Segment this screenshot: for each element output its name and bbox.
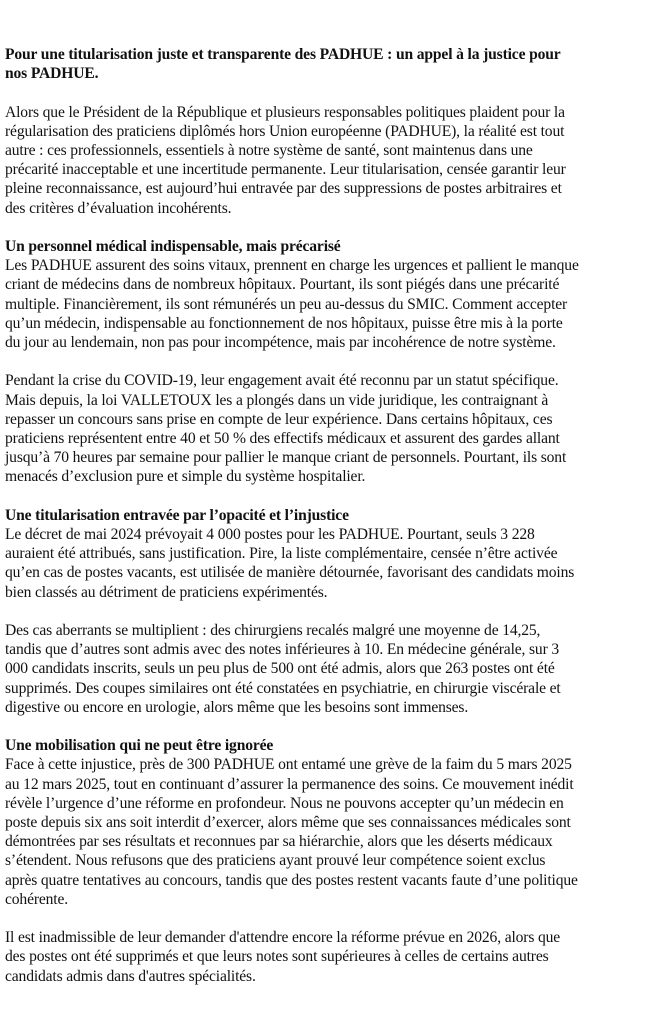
section-heading-mobilisation [5, 736, 655, 755]
section-heading-titularisation [5, 506, 655, 525]
text-line: repasser un concours sans prise en compte de leur expérience. Dans certains hôpitaux, ces [5, 410, 553, 428]
text-line: cohérente. [5, 890, 68, 908]
text-line: Face à cette injustice, près de 300 PADHUE ont entamé une grève de la faim du 5 mars 2025 [5, 756, 572, 774]
text-line: 000 candidats inscrits, seuls un peu plus de 500 ont été admis, alors que 263 postes ont été [5, 660, 555, 678]
text-line: révèle l’urgence d’une réforme en profondeur. Nous ne pouvons accepter qu’un médecin en [5, 794, 564, 812]
section3-paragraph-1 [5, 755, 655, 909]
text-line: criant de médecins dans de nombreux hôpitaux. Pourtant, ils sont piégés dans une précarité [5, 276, 560, 294]
text-line: démontrées par ses résultats et reconnues par sa hiérarchie, alors que les déserts médicaux [5, 833, 553, 851]
text-line: tandis que d’autres sont admis avec des notes inférieures à 10. En médecine générale, sur 3 [5, 641, 560, 659]
text-line: jusqu’à 70 heures par semaine pour pallier le manque criant de personnels. Pourtant, ils sont [5, 449, 567, 467]
paragraph-spacer [5, 352, 655, 371]
text-line: des critères d’évaluation incohérents. [5, 199, 232, 217]
text-line: s’étendent. Nous refusons que des praticiens ayant prouvé leur compétence soient exclus [5, 852, 546, 870]
heading-text: Une titularisation entravée par l’opacité et l’injustice [5, 506, 349, 524]
text-line: au 12 mars 2025, tout en continuant d’assurer la permanence des soins. Ce mouvement inédit [5, 775, 574, 793]
text-line: qu’en cas de postes vacants, est utilisée de manière détournée, favorisant des candidats moins [5, 564, 575, 582]
paragraph-spacer [5, 602, 655, 621]
text-line: précarité inacceptable et une incertitude permanente. Leur titularisation, censée garantir leur [5, 161, 566, 179]
section2-paragraph-1 [5, 525, 655, 602]
text-line: des postes ont été supprimés et que leurs notes sont supérieures à celles de certains autres [5, 948, 549, 966]
paragraph-spacer [5, 717, 655, 736]
section1-paragraph-1 [5, 256, 655, 352]
paragraph-spacer [5, 909, 655, 928]
text-line: Des cas aberrants se multiplient : des chirurgiens recalés malgré une moyenne de 14,25, [5, 622, 541, 640]
text-line: digestive ou encore en urologie, alors même que les besoins sont immenses. [5, 698, 469, 716]
paragraph-spacer [5, 487, 655, 506]
paragraph-spacer [5, 218, 655, 237]
text-line: Les PADHUE assurent des soins vitaux, prennent en charge les urgences et pallient le manque [5, 257, 579, 275]
text-line: Mais depuis, la loi VALLETOUX les a plongés dans un vide juridique, les contraignant à [5, 391, 549, 409]
intro-paragraph [5, 103, 655, 218]
title-line: Pour une titularisation juste et transparente des PADHUE : un appel à la justice pour [5, 46, 561, 63]
section3-paragraph-2 [5, 928, 655, 986]
heading-text: Une mobilisation qui ne peut être ignorée [5, 737, 274, 755]
document-body [5, 45, 655, 986]
section1-paragraph-2 [5, 371, 655, 486]
text-line: Il est inadmissible de leur demander d'attendre encore la réforme prévue en 2026, alors que [5, 929, 561, 947]
text-line: Pendant la crise du COVID-19, leur engagement avait été reconnu par un statut spécifique. [5, 372, 559, 390]
heading-text: Un personnel médical indispensable, mais précarisé [5, 238, 341, 255]
text-line: multiple. Financièrement, ils sont rémunérés un peu au-dessus du SMIC. Comment accepter [5, 295, 568, 313]
text-line: après quatre tentatives au concours, tandis que des postes restent vacants faute d’une politique [5, 871, 578, 889]
text-line: praticiens représentent entre 40 et 50 % des effectifs médicaux et assurent des gardes allant [5, 430, 560, 448]
text-line: Le décret de mai 2024 prévoyait 4 000 postes pour les PADHUE. Pourtant, seuls 3 228 [5, 526, 535, 544]
text-line: du jour au lendemain, non pas pour incompétence, mais par incohérence de notre système. [5, 334, 556, 352]
text-line: pleine reconnaissance, est aujourd’hui entravée par des suppressions de postes arbitraires et [5, 180, 562, 198]
section2-paragraph-2 [5, 621, 655, 717]
text-line: bien classés au détriment de praticiens expérimentés. [5, 583, 328, 601]
text-line: candidats admis dans d'autres spécialités. [5, 967, 256, 985]
text-line: régularisation des praticiens diplômés hors Union européenne (PADHUE), la réalité est tout [5, 122, 565, 140]
text-line: menacés d’exclusion pure et simple du système hospitalier. [5, 468, 366, 486]
title-line: nos PADHUE. [5, 65, 99, 83]
text-line: qu’un médecin, indispensable au fonctionnement de nos hôpitaux, puisse être mis à la porte [5, 314, 563, 332]
text-line: poste depuis six ans soit interdit d’exercer, alors même que ses connaissances médicales sont [5, 814, 571, 832]
text-line: Alors que le Président de la République et plusieurs responsables politiques plaident pour la [5, 103, 565, 121]
paragraph-spacer [5, 83, 655, 102]
document-title [5, 45, 655, 83]
section-heading-personnel [5, 237, 655, 256]
text-line: auraient été attribués, sans justification. Pire, la liste complémentaire, censée n’être activée [5, 545, 558, 563]
text-line: supprimés. Des coupes similaires ont été constatées en psychiatrie, en chirurgie viscérale et [5, 679, 561, 697]
text-line: autre : ces professionnels, essentiels à notre système de santé, sont maintenus dans une [5, 142, 533, 159]
